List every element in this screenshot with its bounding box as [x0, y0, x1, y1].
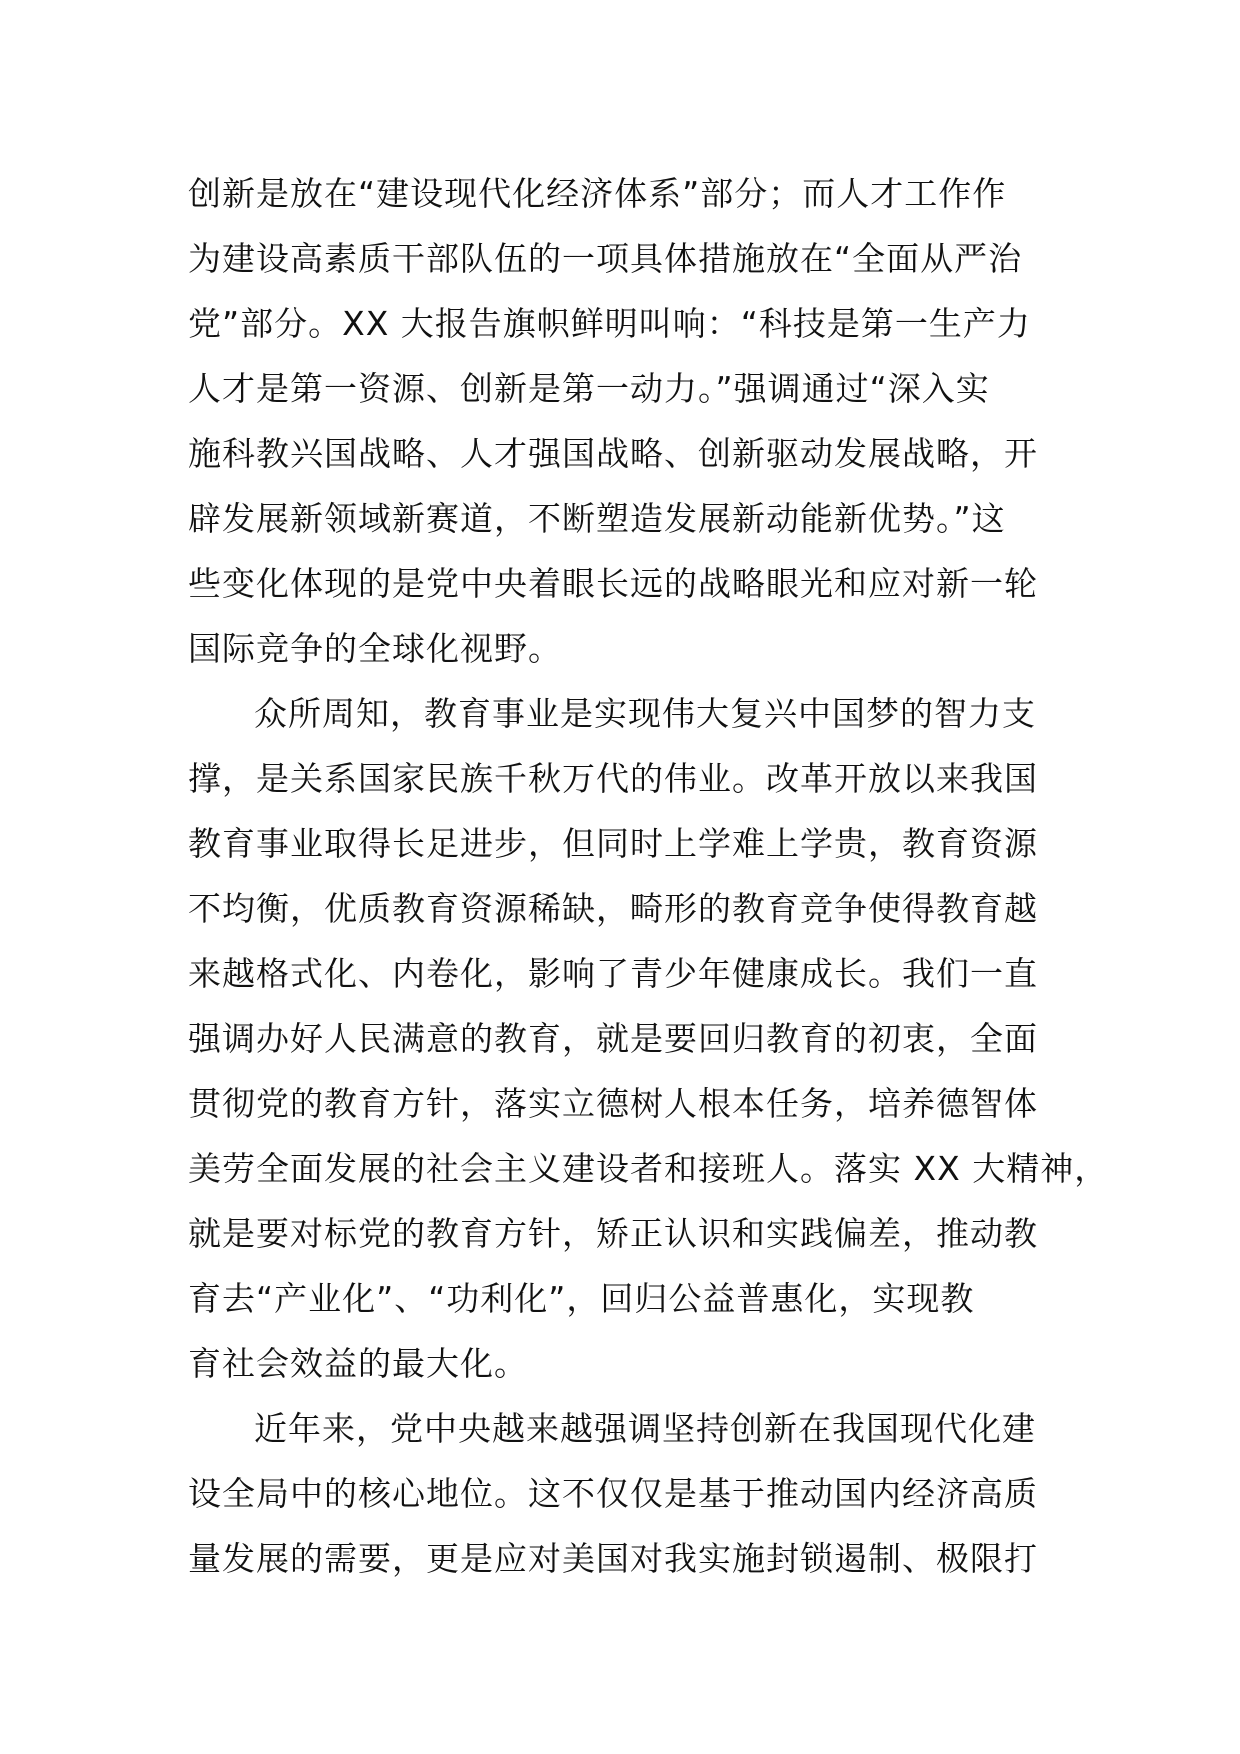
text-line: 撑，是关系国家民族千秋万代的伟业。改革开放以来我国 — [188, 759, 1038, 798]
paragraph-start-line: 近年来，党中央越来越强调坚持创新在我国现代化建 — [254, 1409, 1036, 1448]
text-line: 设全局中的核心地位。这不仅仅是基于推动国内经济高质 — [188, 1474, 1038, 1513]
text-line: 为建设高素质干部队伍的一项具体措施放在“全面从严治 — [188, 239, 1023, 278]
text-line: 美劳全面发展的社会主义建设者和接班人。落实 XX 大精神， — [188, 1149, 1109, 1188]
text-line: 来越格式化、内卷化，影响了青少年健康成长。我们一直 — [188, 954, 1038, 993]
text-line: 育去“产业化”、“功利化”，回归公益普惠化，实现教 — [188, 1279, 975, 1318]
text-line: 国际竞争的全球化视野。 — [188, 629, 562, 668]
text-line: 党”部分。XX 大报告旗帜鲜明叫响：“科技是第一生产力 — [188, 304, 1031, 343]
paragraph-start-line: 众所周知，教育事业是实现伟大复兴中国梦的智力支 — [254, 694, 1036, 733]
text-line: 强调办好人民满意的教育，就是要回归教育的初衷，全面 — [188, 1019, 1038, 1058]
text-line: 育社会效益的最大化。 — [188, 1344, 528, 1383]
text-line: 创新是放在“建设现代化经济体系”部分；而人才工作作 — [188, 174, 1007, 213]
text-line: 些变化体现的是党中央着眼长远的战略眼光和应对新一轮 — [188, 564, 1038, 603]
body-text — [188, 161, 1108, 1591]
text-line: 不均衡，优质教育资源稀缺，畸形的教育竞争使得教育越 — [188, 889, 1038, 928]
text-line: 量发展的需要，更是应对美国对我实施封锁遏制、极限打 — [188, 1539, 1038, 1578]
text-line: 教育事业取得长足进步，但同时上学难上学贵，教育资源 — [188, 824, 1038, 863]
text-line: 施科教兴国战略、人才强国战略、创新驱动发展战略，开 — [188, 434, 1038, 473]
text-line: 贯彻党的教育方针，落实立德树人根本任务，培养德智体 — [188, 1084, 1038, 1123]
text-line: 辟发展新领域新赛道，不断塑造发展新动能新优势。”这 — [188, 499, 1006, 538]
text-line: 就是要对标党的教育方针，矫正认识和实践偏差，推动教 — [188, 1214, 1038, 1253]
text-line: 人才是第一资源、创新是第一动力。”强调通过“深入实 — [188, 369, 990, 408]
